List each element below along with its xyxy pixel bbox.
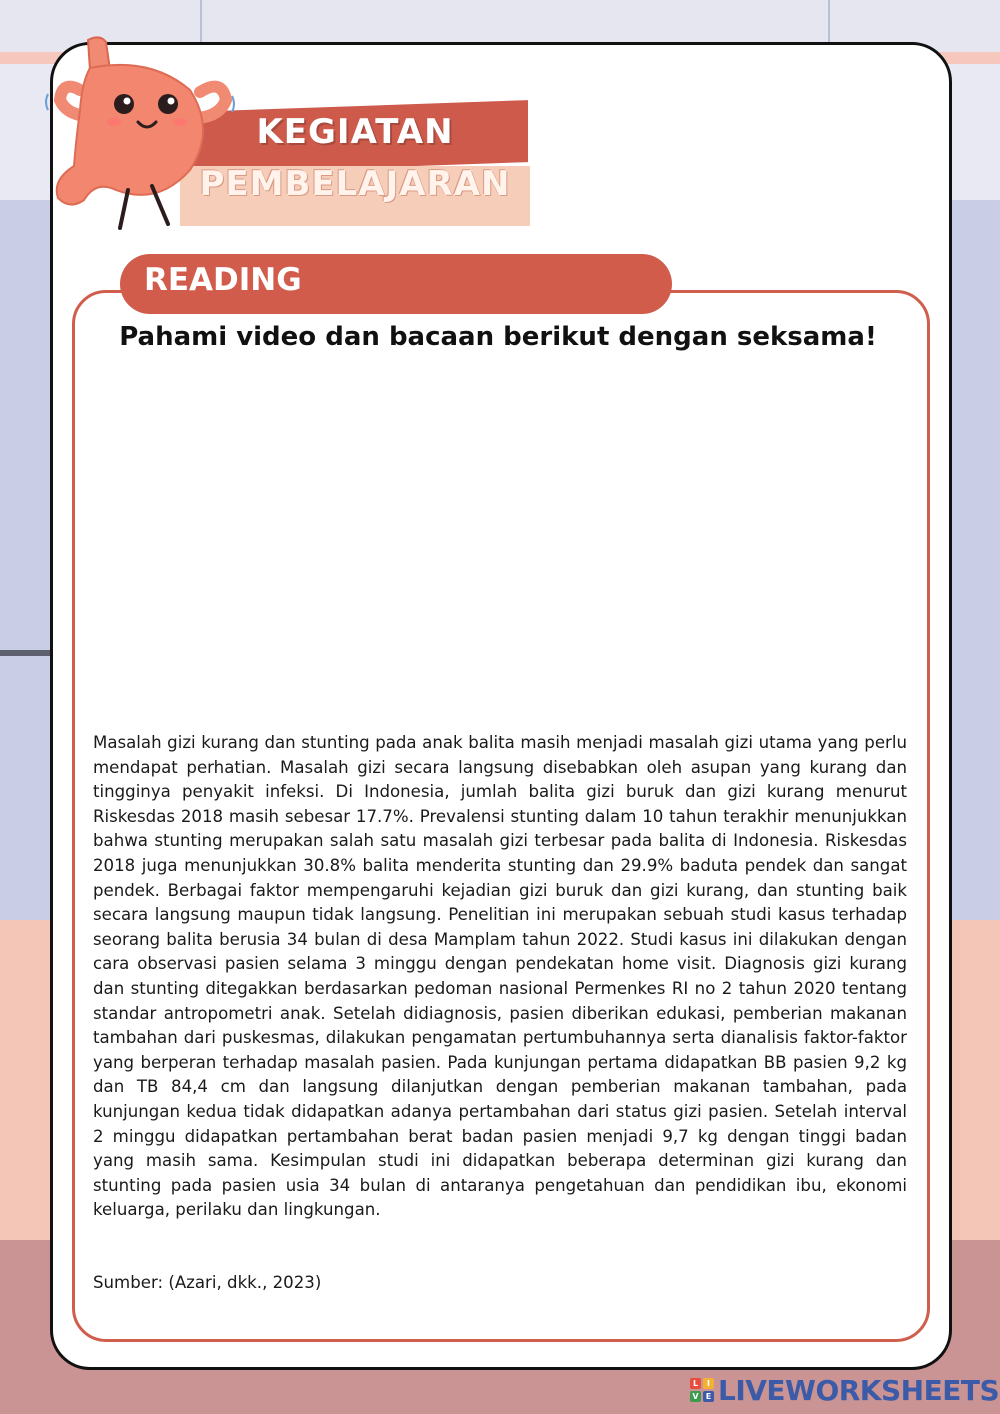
logo-block: E [703, 1391, 714, 1402]
liveworksheets-logo[interactable] [690, 1372, 999, 1408]
logo-block: I [703, 1378, 714, 1389]
reading-tab-label: READING [144, 262, 302, 298]
stomach-mascot-icon [40, 30, 240, 240]
logo-block: L [690, 1378, 701, 1389]
page-title-line1: KEGIATAN [256, 112, 454, 152]
article-source: Sumber: (Azari, dkk., 2023) [93, 1273, 322, 1292]
logo-text: LIVEWORKSHEETS [718, 1373, 1000, 1407]
page-title-line2: PEMBELAJARAN [199, 164, 511, 204]
article-body: Masalah gizi kurang dan stunting pada anak balita masih menjadi masalah gizi utama yang perlu mendapat perhatian. Masalah gizi secara langsung disebabkan oleh asupan yang kurang dan tingginya penyakit infeksi. Di Indonesia, jumlah balita gizi buruk dan gizi kurang menurut Riskesdas 2018 masih sebesar 17.7%. Prevalensi stunting dalam 10 tahun terakhir menunjukkan bahwa stunting merupakan salah satu masalah gizi terbesar pada balita di Indonesia. Riskesdas 2018 juga menunjukkan 30.8% balita menderita stunting dan 29.9% baduta pendek dan sangat pendek. Berbagai faktor mempengaruhi kejadian gizi buruk dan gizi kurang, dan stunting baik secara langsung maupun tidak langsung. Penelitian ini merupakan sebuah studi kasus terhadap seorang balita berusia 34 bulan di desa Mamplam tahun 2022. Studi kasus ini dilakukan dengan cara observasi pasien selama 3 minggu dengan pendekatan home visit. Diagnosis gizi kurang dan stunting ditegakkan berdasarkan pedoman nasional Permenkes RI no 2 tahun 2020 tentang standar antropometri anak. Setelah didiagnosis, pasien diberikan edukasi, pemberian makanan tambahan dari puskesmas, dilakukan pengamatan pertumbuhannya serta dianalisis faktor-faktor yang berperan terhadap masalah pasien. Pada kunjungan pertama didapatkan BB pasien 9,2 kg dan TB 84,4 cm dan langsung dilanjutkan dengan pemberian makanan tambahan, pada kunjungan kedua tidak didapatkan adanya pertambahan dari status gizi pasien. Setelah interval 2 minggu didapatkan pertambahan berat badan pasien menjadi 9,7 kg dengan tinggi badan yang masih sama. Kesimpulan studi ini didapatkan beberapa determinan gizi kurang dan stunting pada pasien usia 34 bulan di antaranya pengetahuan dan pendidikan ibu, ekonomi keluarga, perilaku dan lingkungan. [93, 733, 907, 1220]
logo-block: V [690, 1391, 701, 1402]
instruction-heading: Pahami video dan bacaan berikut dengan seksama! [119, 322, 877, 352]
video-embed-area[interactable] [100, 372, 900, 716]
logo-blocks-icon [690, 1378, 714, 1402]
